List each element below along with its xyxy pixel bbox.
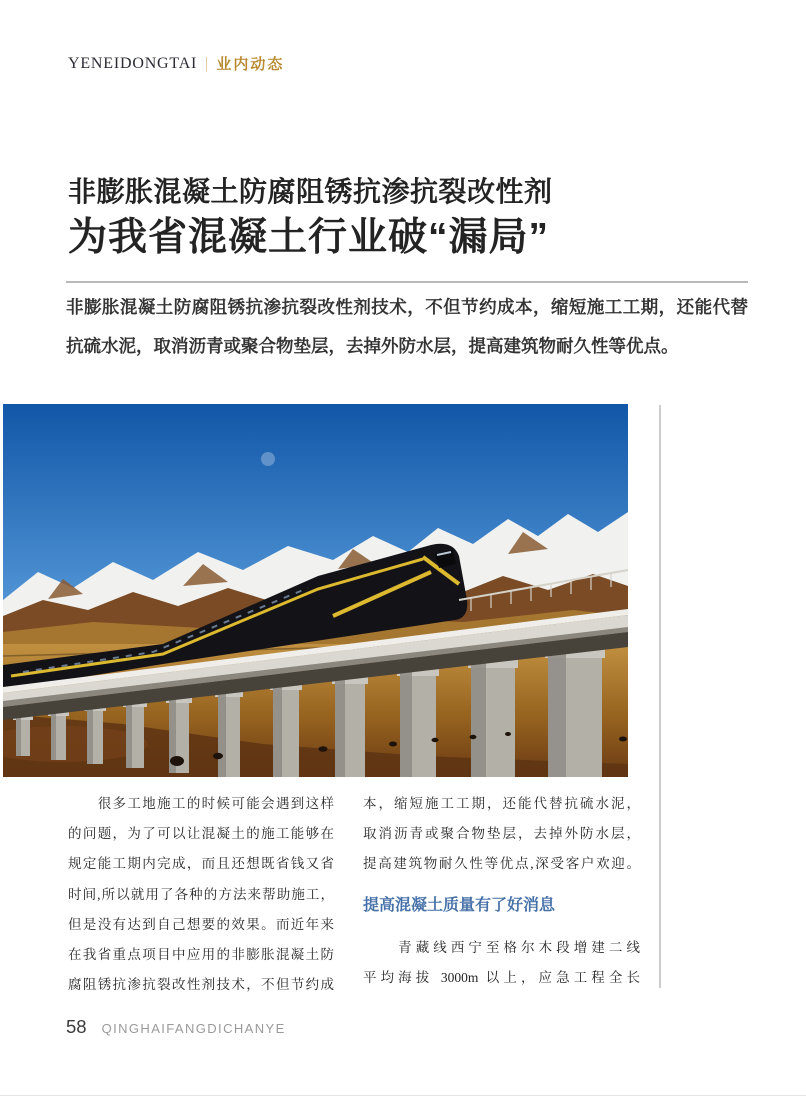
body-text-line: 腐阻锈抗渗抗裂改性剂技术，不但节约成 [68, 977, 334, 993]
journal-name: QINGHAIFANGDICHANYE [101, 1021, 286, 1036]
body-column-right [363, 789, 640, 993]
body-text-line: 青藏线西宁至格尔木段增建二线 [363, 939, 640, 955]
column-divider-line [659, 405, 661, 988]
body-column-left [68, 789, 334, 1000]
body-text-line: 规定能工期内完成，而且还想既省钱又省 [68, 856, 334, 872]
page-number: 58 [66, 1016, 87, 1037]
railway-viaduct-photo [3, 404, 628, 777]
body-paragraph-continued [363, 789, 640, 880]
header-separator: | [205, 54, 208, 72]
body-paragraph-qinghai-line [363, 933, 640, 993]
section-subheading: 提高混凝土质量有了好消息 [363, 896, 556, 914]
page-header [68, 53, 284, 74]
body-text-line: 平均海拔 3000m 以上，应急工程全长 [363, 969, 640, 985]
section-name-pinyin: YENEIDONGTAI [68, 54, 198, 72]
article-abstract: 非膨胀混凝土防腐阻锈抗渗抗裂改性剂技术，不但节约成本，缩短施工工期，还能代替抗硫水泥，取消沥青或聚合物垫层，去掉外防水层，提高建筑物耐久性等优点。 [66, 297, 748, 356]
body-text-line: 取消沥青或聚合物垫层，去掉外防水层， [363, 826, 640, 842]
body-text-line: 本，缩短施工工期，还能代替抗硫水泥， [363, 796, 640, 811]
body-text-line: 很多工地施工的时候可能会遇到这样 [68, 796, 334, 811]
page-footer [66, 1016, 286, 1038]
page-bottom-edge [0, 1095, 806, 1096]
title-divider-rule [66, 281, 748, 283]
article-subtitle: 非膨胀混凝土防腐阻锈抗渗抗裂改性剂 [68, 176, 553, 207]
body-text-line: 提高建筑物耐久性等优点,深受客户欢迎。 [363, 856, 640, 872]
section-name-chinese: 业内动态 [216, 56, 285, 73]
article-title: 为我省混凝土行业破“漏局” [68, 216, 550, 259]
body-text-line: 在我省重点项目中应用的非膨胀混凝土防 [68, 946, 334, 962]
body-text-line: 的问题，为了可以让混凝土的施工能够在 [68, 826, 334, 842]
body-text-line: 但是没有达到自己想要的效果。而近年来 [68, 916, 334, 932]
body-text-line: 时间,所以就用了各种的方法来帮助施工， [68, 886, 334, 902]
railway-photo-illustration [3, 404, 628, 777]
